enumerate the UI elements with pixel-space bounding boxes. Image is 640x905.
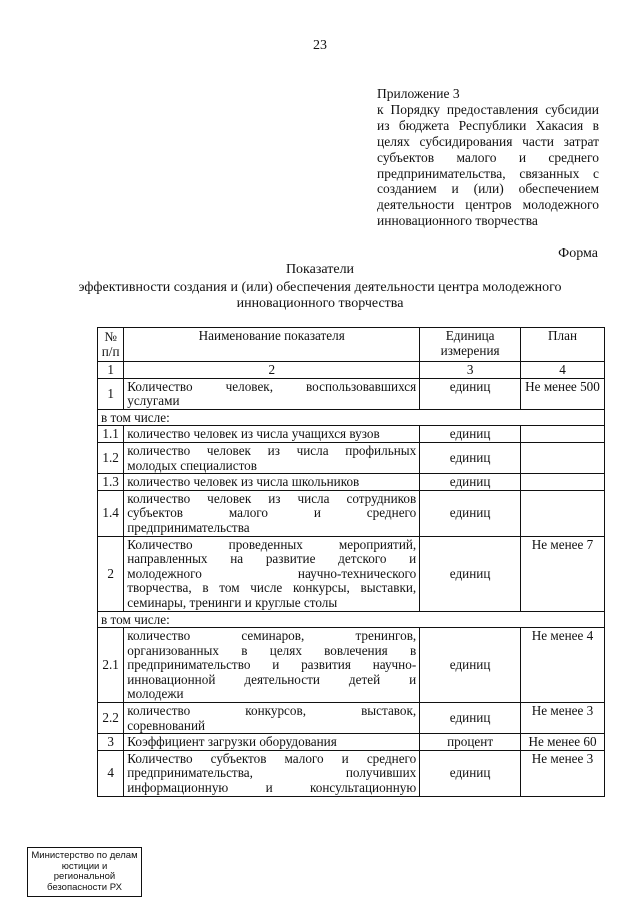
row-name	[124, 628, 420, 703]
appendix-line: предпринимательства, связанных с	[377, 165, 599, 181]
ministry-stamp	[27, 847, 142, 897]
header-num: № п/п	[98, 328, 124, 362]
row-unit: единиц	[420, 490, 521, 536]
col-number: 3	[420, 362, 521, 379]
subheader-text: в том числе:	[98, 611, 605, 628]
row-num: 2.1	[98, 628, 124, 703]
row-plan: Не менее 3	[521, 750, 605, 796]
header-name: Наименование показателя	[124, 328, 420, 362]
row-name-line: молодых специалистов	[127, 457, 258, 473]
row-name: количество человек из числа школьников	[124, 474, 420, 491]
row-unit: единиц	[420, 442, 521, 473]
row-num: 4	[98, 750, 124, 796]
document-subtitle-line-1: эффективности создания и (или) обеспечения деятельности центра молодежного	[78, 280, 562, 295]
row-name-line: предпринимательства, получивших	[127, 765, 417, 781]
row-unit: единиц	[420, 474, 521, 491]
row-plan	[521, 490, 605, 536]
row-unit: единиц	[420, 536, 521, 611]
row-name-line: направленных на развитие детского и	[127, 551, 417, 567]
row-name-line: информационную и консультационную	[127, 780, 417, 796]
subheader-text: в том числе:	[98, 409, 605, 426]
table-row	[98, 750, 605, 796]
row-name-line: Количество субъектов малого и среднего	[127, 750, 417, 766]
row-num: 3	[98, 734, 124, 751]
table-row	[98, 536, 605, 611]
row-plan: Не менее 60	[521, 734, 605, 751]
row-plan: Не менее 500	[521, 378, 605, 409]
appendix-line: созданием и (или) обеспечением	[377, 181, 599, 197]
table-row	[98, 734, 605, 751]
table-row	[98, 703, 605, 734]
row-name-line: количество человек из числа сотрудников	[127, 490, 417, 506]
appendix-line: Приложение 3	[377, 86, 460, 101]
row-plan: Не менее 7	[521, 536, 605, 611]
row-name-line: творчества, в том числе конкурсы, выставки,	[127, 580, 417, 596]
row-num: 1.3	[98, 474, 124, 491]
appendix-line: из бюджета Республики Хакасия в	[377, 117, 599, 133]
row-plan: Не менее 4	[521, 628, 605, 703]
row-name: Коэффициент загрузки оборудования	[124, 734, 420, 751]
row-unit: единиц	[420, 378, 521, 409]
row-name-line: организованных в целях вовлечения в	[127, 642, 417, 658]
row-name: количество человек из числа учащихся вузов	[124, 426, 420, 443]
table-subheader-row	[98, 409, 605, 426]
stamp-line: юстиции и региональной	[53, 860, 116, 882]
row-name-line: молодежи	[127, 686, 184, 702]
row-name-line: инновационной деятельности детей и	[127, 671, 417, 687]
document-subtitle-line-2: инновационного творчества	[236, 296, 404, 311]
indicators-table	[97, 327, 605, 797]
form-label: Форма	[558, 246, 598, 261]
row-num: 2.2	[98, 703, 124, 734]
row-plan	[521, 426, 605, 443]
row-name	[124, 490, 420, 536]
row-plan: Не менее 3	[521, 703, 605, 734]
row-num: 1.4	[98, 490, 124, 536]
table-row	[98, 490, 605, 536]
row-name-line: Количество человек, воспользовавшихся	[127, 378, 417, 394]
row-num: 2	[98, 536, 124, 611]
row-name-line: субъектов малого и среднего	[127, 505, 417, 521]
row-name	[124, 442, 420, 473]
table-row	[98, 628, 605, 703]
row-name-line: семинары, тренинги и круглые столы	[127, 594, 338, 610]
row-unit: единиц	[420, 750, 521, 796]
header-plan: План	[521, 328, 605, 362]
table-subheader-row	[98, 611, 605, 628]
row-unit: единиц	[420, 628, 521, 703]
header-unit: Единица измерения	[420, 328, 521, 362]
stamp-line: Министерство по делам	[31, 850, 138, 861]
row-plan	[521, 474, 605, 491]
appendix-line: деятельности центров молодежного	[377, 197, 599, 213]
table-row	[98, 426, 605, 443]
appendix-line: инновационного творчества	[377, 213, 538, 229]
row-name	[124, 750, 420, 796]
table-row	[98, 378, 605, 409]
row-name-line: соревнований	[127, 717, 206, 733]
row-unit: процент	[420, 734, 521, 751]
appendix-line: к Порядку предоставления субсидии	[377, 101, 599, 117]
row-name	[124, 536, 420, 611]
page-number: 23	[313, 38, 327, 53]
row-name-line: предпринимательства	[127, 519, 250, 535]
document-title: Показатели	[285, 262, 355, 277]
col-number: 4	[521, 362, 605, 379]
col-number: 1	[98, 362, 124, 379]
row-name-line: количество семинаров, тренингов,	[127, 628, 417, 644]
appendix-line: целях субсидирования части затрат	[377, 133, 599, 149]
row-unit: единиц	[420, 703, 521, 734]
row-name	[124, 378, 420, 409]
column-numbers-row	[98, 362, 605, 379]
row-name-line: количество человек из числа профильных	[127, 442, 417, 458]
stamp-line: безопасности РХ	[47, 881, 122, 893]
row-name-line: услугами	[127, 393, 180, 409]
row-name-line: предпринимательство и развития научно-	[127, 657, 417, 673]
row-name	[124, 703, 420, 734]
row-num: 1.1	[98, 426, 124, 443]
appendix-reference	[377, 86, 599, 229]
table-header-row	[98, 328, 605, 362]
table-row	[98, 442, 605, 473]
row-num: 1.2	[98, 442, 124, 473]
col-number: 2	[124, 362, 420, 379]
row-name-line: Количество проведенных мероприятий,	[127, 536, 417, 552]
appendix-line: субъектов малого и среднего	[377, 149, 599, 165]
row-num: 1	[98, 378, 124, 409]
row-unit: единиц	[420, 426, 521, 443]
row-name-line: количество конкурсов, выставок,	[127, 703, 417, 719]
row-plan	[521, 442, 605, 473]
table-row	[98, 474, 605, 491]
row-name-line: молодежного научно-технического	[127, 565, 417, 581]
